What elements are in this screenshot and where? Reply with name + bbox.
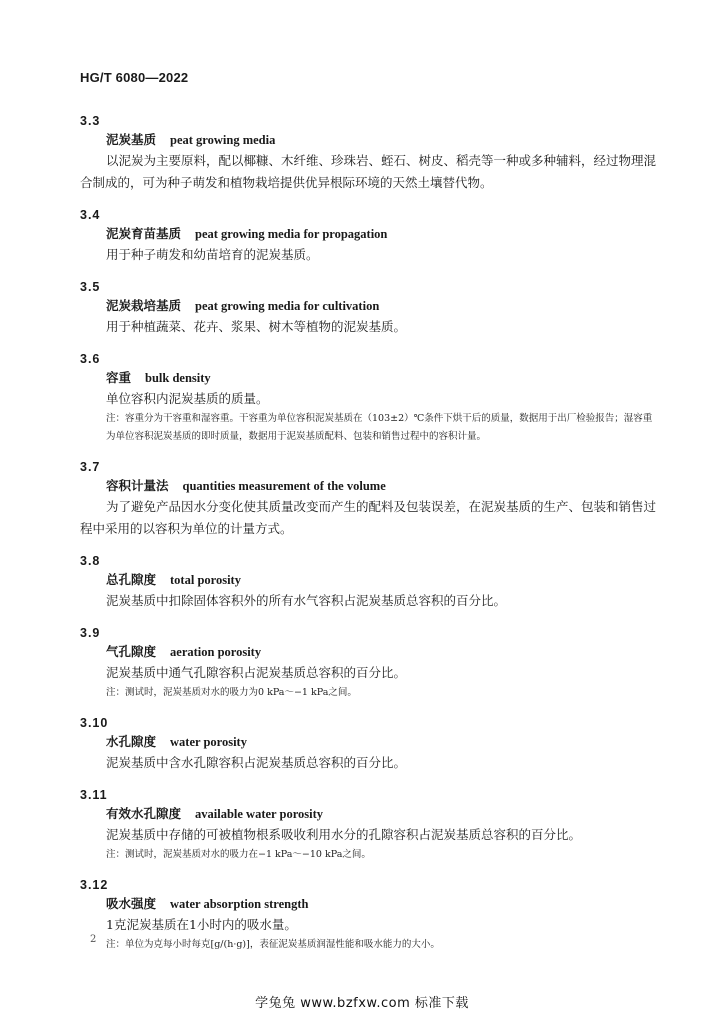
term-chinese: 泥炭栽培基质 xyxy=(106,298,182,313)
term-definition: 泥炭基质中扣除固体容积外的所有水气容积占泥炭基质总容积的百分比。 xyxy=(106,593,507,608)
term-number: 3.5 xyxy=(80,280,101,294)
term-definition: 为了避免产品因水分变化使其质量改变而产生的配料及包装误差，在泥炭基质的生产、包装和销售过程中采用的以容积为单位的计量方式。 xyxy=(80,499,657,536)
term-definition: 泥炭基质中含水孔隙容积占泥炭基质总容积的百分比。 xyxy=(106,755,407,770)
term-heading xyxy=(80,130,658,150)
term-entry xyxy=(80,206,658,266)
term-english: bulk density xyxy=(145,371,211,385)
page-number: 2 xyxy=(90,934,97,945)
term-note: 注：测试时，泥炭基质对水的吸力为0 kPa～−1 kPa之间。 xyxy=(106,687,357,698)
term-english: water porosity xyxy=(170,735,247,749)
term-number: 3.12 xyxy=(80,878,109,892)
term-english: peat growing media for propagation xyxy=(195,227,388,241)
term-entry xyxy=(80,552,658,612)
term-english: total porosity xyxy=(170,573,241,587)
term-entry xyxy=(80,278,658,338)
term-number: 3.10 xyxy=(80,716,109,730)
term-entry xyxy=(80,112,658,194)
term-definition: 用于种子萌发和幼苗培育的泥炭基质。 xyxy=(106,247,319,262)
term-chinese: 总孔隙度 xyxy=(106,572,157,587)
term-note: 注：测试时，泥炭基质对水的吸力在−1 kPa～−10 kPa之间。 xyxy=(106,849,371,860)
term-number: 3.4 xyxy=(80,208,101,222)
term-entry xyxy=(80,350,658,446)
document-code: HG/T 6080—2022 xyxy=(80,70,189,85)
term-english: peat growing media xyxy=(170,133,276,147)
term-definition: 用于种植蔬菜、花卉、浆果、树木等植物的泥炭基质。 xyxy=(106,319,407,334)
term-chinese: 有效水孔隙度 xyxy=(106,806,182,821)
term-english: peat growing media for cultivation xyxy=(195,299,380,313)
term-definition: 1克泥炭基质在1小时内的吸水量。 xyxy=(106,917,297,932)
term-heading xyxy=(80,804,658,824)
term-entry xyxy=(80,876,658,954)
term-english: aeration porosity xyxy=(170,645,262,659)
term-chinese: 泥炭育苗基质 xyxy=(106,226,182,241)
term-chinese: 容积计量法 xyxy=(106,478,169,493)
term-chinese: 容重 xyxy=(106,370,132,385)
term-entry xyxy=(80,624,658,702)
term-heading xyxy=(80,570,658,590)
term-chinese: 泥炭基质 xyxy=(106,132,157,147)
term-heading xyxy=(80,732,658,752)
term-entry xyxy=(80,714,658,774)
term-chinese: 吸水强度 xyxy=(106,896,157,911)
term-entry xyxy=(80,786,658,864)
term-number: 3.6 xyxy=(80,352,101,366)
term-note: 注：单位为克每小时每克[g/(h·g)]，表征泥炭基质润湿性能和吸水能力的大小。 xyxy=(106,939,440,950)
term-chinese: 气孔隙度 xyxy=(106,644,157,659)
term-english: water absorption strength xyxy=(170,897,309,911)
term-note: 注：容重分为干容重和湿容重。干容重为单位容积泥炭基质在（103±2）℃条件下烘干后的质量，数据用于出厂检验报告；湿容重为单位容积泥炭基质的即时质量，数据用于泥炭基质配料、包装和销售过程中的容积计量。 xyxy=(106,413,653,442)
term-english: available water porosity xyxy=(195,807,324,821)
term-entry xyxy=(80,458,658,540)
term-heading xyxy=(80,642,658,662)
term-definition: 泥炭基质中通气孔隙容积占泥炭基质总容积的百分比。 xyxy=(106,665,407,680)
term-heading xyxy=(80,368,658,388)
term-number: 3.9 xyxy=(80,626,101,640)
term-heading xyxy=(80,894,658,914)
term-heading xyxy=(80,296,658,316)
term-definition: 以泥炭为主要原料，配以椰糠、木纤维、珍珠岩、蛭石、树皮、稻壳等一种或多种辅料，经过物理混合制成的，可为种子萌发和植物栽培提供优异根际环境的天然土壤替代物。 xyxy=(80,153,657,190)
term-definition: 单位容积内泥炭基质的质量。 xyxy=(106,391,269,406)
term-english: quantities measurement of the volume xyxy=(182,479,386,493)
term-number: 3.8 xyxy=(80,554,101,568)
term-definition: 泥炭基质中存储的可被植物根系吸收利用水分的孔隙容积占泥炭基质总容积的百分比。 xyxy=(106,827,582,842)
term-heading xyxy=(80,476,658,496)
term-number: 3.7 xyxy=(80,460,101,474)
term-chinese: 水孔隙度 xyxy=(106,734,157,749)
terms-list xyxy=(80,112,658,966)
footer-watermark: 学兔兔 www.bzfxw.com 标准下载 xyxy=(255,996,469,1011)
term-number: 3.11 xyxy=(80,788,108,802)
term-number: 3.3 xyxy=(80,114,101,128)
term-heading xyxy=(80,224,658,244)
